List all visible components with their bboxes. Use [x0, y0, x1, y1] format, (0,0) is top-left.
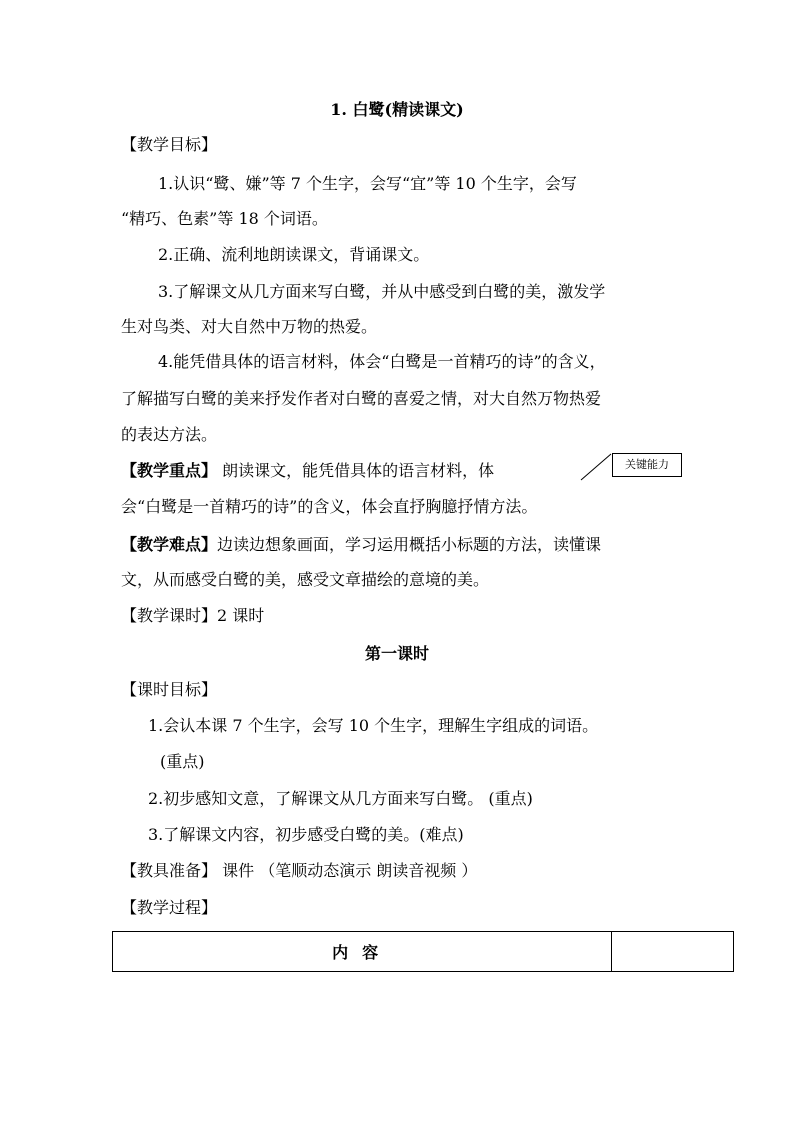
periods-row [121, 605, 264, 627]
periods-value: 2 课时 [217, 606, 265, 625]
prep-header: 【教具准备】 [121, 861, 218, 880]
objective-3-line-2: 生对鸟类、对大自然中万物的热爱。 [121, 317, 378, 336]
period-goal-2: 2.初步感知文意，了解课文从几方面来写白鹭。 (重点) [148, 789, 533, 808]
prep-value: 课件 （笔顺动态演示 朗读音视频 ） [217, 861, 478, 880]
key-points-row [121, 460, 494, 482]
period-goal-1-line-2: (重点) [160, 752, 205, 771]
table-header-content: 内容 [113, 932, 612, 972]
first-period-title: 第一课时 [364, 644, 429, 663]
key-ability-callout: 关键能力 [612, 453, 682, 477]
objectives-header: 【教学目标】 [121, 135, 218, 154]
objective-1-line-1: 1.认识“鹭、嫌”等 7 个生字，会写“宜”等 10 个生字，会写 [158, 174, 577, 193]
objective-4-line-2: 了解描写白鹭的美来抒发作者对白鹭的喜爱之情，对大自然万物热爱 [121, 389, 602, 408]
table-header-empty [612, 932, 734, 972]
difficulties-header: 【教学难点】 [121, 535, 218, 554]
key-points-line-1: 朗读课文，能凭借具体的语言材料，体 [217, 461, 495, 480]
periods-header: 【教学课时】 [121, 606, 218, 625]
objective-4-line-3: 的表达方法。 [121, 425, 218, 444]
period-goals-header: 【课时目标】 [121, 680, 218, 699]
objective-4-line-1: 4.能凭借具体的语言材料，体会“白鹭是一首精巧的诗”的含义， [158, 352, 606, 371]
process-table [112, 931, 734, 972]
period-goal-1-line-1: 1.会认本课 7 个生字，会写 10 个生字，理解生字组成的词语。 [148, 716, 599, 735]
callout-pointer [580, 453, 612, 481]
lesson-title: 1. 白鹭(精读课文) [330, 100, 464, 119]
prep-row [121, 860, 477, 882]
process-header: 【教学过程】 [121, 898, 218, 917]
difficulties-row [121, 534, 601, 556]
key-points-header: 【教学重点】 [121, 461, 218, 480]
objective-1-line-2: “精巧、色素”等 18 个词语。 [121, 209, 328, 228]
difficulties-line-1: 边读边想象画面，学习运用概括小标题的方法，读懂课 [217, 535, 602, 554]
objective-3-line-1: 3.了解课文从几方面来写白鹭，并从中感受到白鹭的美，激发学 [158, 282, 606, 301]
key-points-line-2: 会“白鹭是一首精巧的诗”的含义，体会直抒胸臆抒情方法。 [121, 497, 538, 516]
difficulties-line-2: 文，从而感受白鹭的美，感受文章描绘的意境的美。 [121, 570, 490, 589]
period-goal-3: 3.了解课文内容，初步感受白鹭的美。(难点) [148, 825, 464, 844]
objective-2: 2.正确、流利地朗读课文，背诵课文。 [158, 245, 430, 264]
table-row [113, 932, 734, 972]
